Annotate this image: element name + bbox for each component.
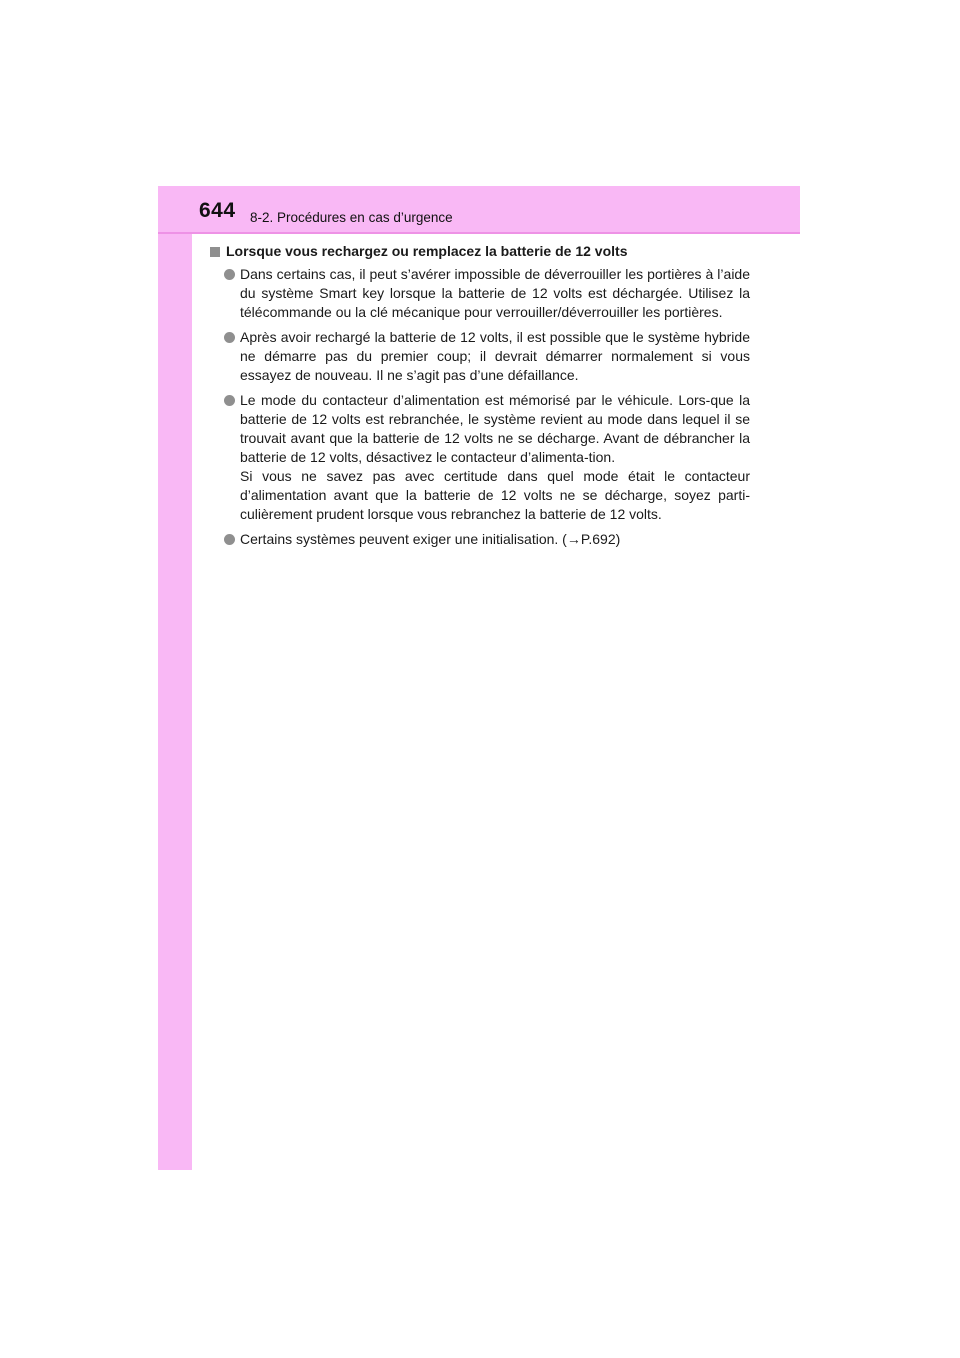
bullet-text-end: )	[615, 531, 621, 547]
page-number: 644	[199, 199, 236, 222]
bullet-text: Le mode du contacteur d’alimentation est mémorisé par le véhicule. Lors-que la batterie de 12 volts est rebranchée, le système revient au mode dans lequel il se trouvait avant que la batterie de 12 volts ne se décharge. Avant de débrancher la batterie de 12 volts, désactivez le contacteur d’alimenta-tion.	[240, 392, 750, 465]
subheading-text: Lorsque vous rechargez ou remplacez la batterie de 12 volts	[226, 243, 628, 259]
bullet-text: Après avoir rechargé la batterie de 12 volts, il est possible que le système hybride ne démarre pas du premier coup; il devrait démarrer normalement si vous essayez de nouveau. Il ne s’agit pas d’une défaillance.	[240, 329, 750, 383]
arrow-right-icon: →	[566, 531, 581, 547]
list-item	[210, 328, 750, 385]
circle-bullet-icon	[224, 269, 235, 280]
bullet-text-continued: Si vous ne savez pas avec certitude dans quel mode était le contacteur d’alimentation avant que la batterie de 12 volts ne se décharge, soyez parti-culièrement prudent lorsque vous rebranchez la batterie de 12 volts.	[240, 468, 750, 522]
circle-bullet-icon	[224, 395, 235, 406]
section-title: 8-2. Procédures en cas d’urgence	[250, 210, 453, 225]
side-tab	[158, 186, 192, 1170]
list-item	[210, 265, 750, 322]
bullet-text-start: Certains systèmes peuvent exiger une initialisation. (	[240, 531, 567, 547]
circle-bullet-icon	[224, 534, 235, 545]
header-band	[158, 186, 800, 232]
circle-bullet-icon	[224, 332, 235, 343]
header-rule	[158, 232, 800, 234]
bullet-list	[210, 265, 750, 549]
content	[210, 242, 750, 555]
page-reference-link[interactable]: P.692	[580, 531, 616, 547]
square-bullet-icon	[210, 247, 220, 257]
list-item	[210, 391, 750, 524]
bullet-text	[240, 530, 750, 549]
subheading	[210, 242, 750, 261]
list-item	[210, 530, 750, 549]
bullet-text: Dans certains cas, il peut s’avérer impossible de déverrouiller les portières à l’aide du système Smart key lorsque la batterie de 12 volts est déchargée. Utilisez la télécommande ou la clé mécanique pour verrouiller/déverrouiller les portières.	[240, 266, 750, 320]
